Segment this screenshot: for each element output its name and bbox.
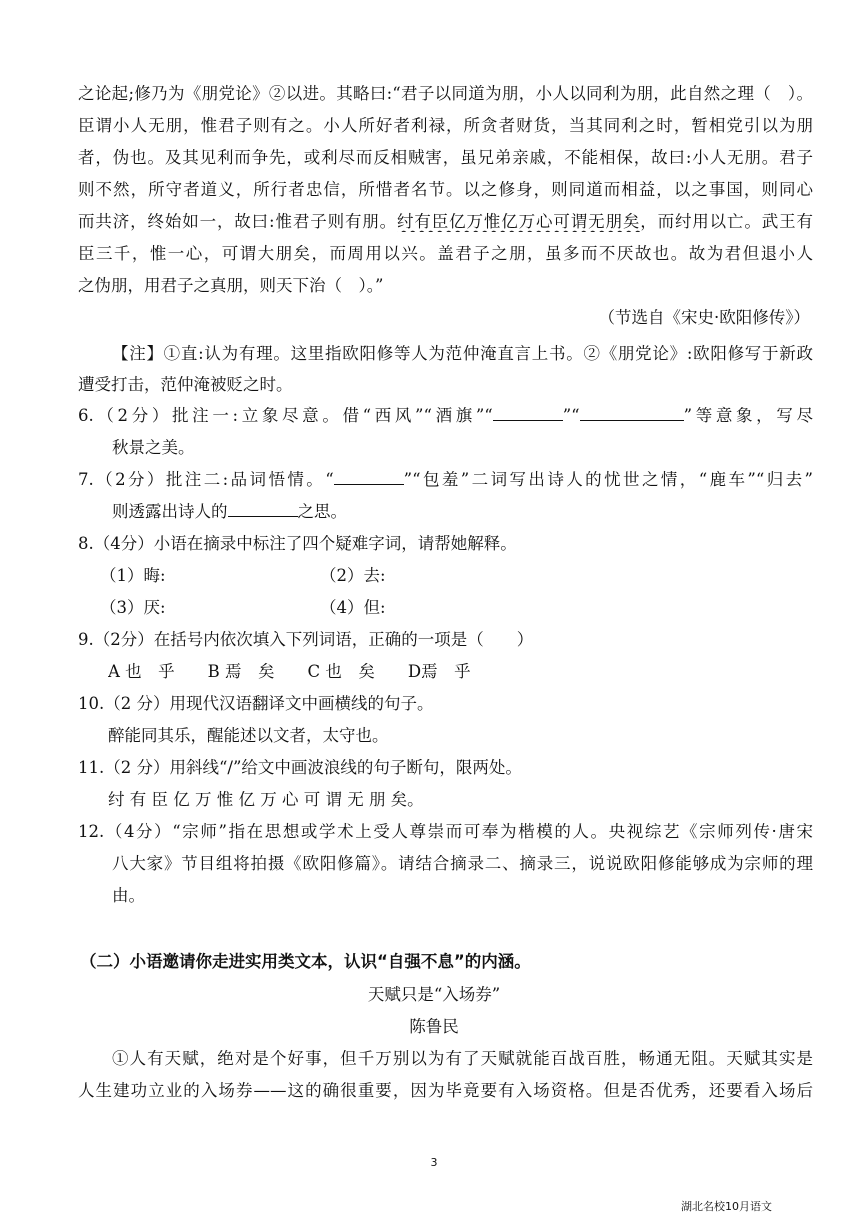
q7-line-2: 则透露出诗人的 之思。 [112,502,347,521]
page-number: 3 [430,1156,438,1169]
q7-blank-1[interactable] [334,470,404,485]
q8-item-1: （1）晦: [100,566,166,585]
article-title: 天赋只是“入场券” [367,985,501,1004]
q8-stem: 8.（4分）小语在摘录中标注了四个疑难字词，请帮她解释。 [78,534,517,553]
dotted-word-dan: 但 [742,244,761,263]
q6-blank-2[interactable] [580,406,684,421]
q9-stem: 9.（2分）在括号内依次填入下列词语，正确的一项是（ ） [78,630,534,649]
q12-line-3: 由。 [112,886,145,905]
q7-blank-2[interactable] [228,502,298,517]
q12-line-1: 12.（4分）“宗师”指在思想或学术上受人尊崇而可奉为楷模的人。央视综艺《宗师列传·唐宋 [78,822,813,841]
article-para-1-line-1: ①人有天赋，绝对是个好事，但千万别以为有了天赋就能百战百胜，畅通无阻。天赋其实是 [112,1049,813,1068]
q12-line-2: 八大家》节目组将拍摄《欧阳修篇》。请结合摘录二、摘录三，说说欧阳修能够成为宗师的理 [112,854,813,873]
passage-line-7: 之伪朋，用君子之真朋，则天下治（ ）。” [78,276,384,295]
q10-stem: 10.（2 分）用现代汉语翻译文中画横线的句子。 [78,694,434,713]
q8-item-3: （3）厌: [100,598,166,617]
note-line-1: 【注】①直:认为有理。这里指欧阳修等人为范仲淹直言上书。②《朋党论》:欧阳修写于新政 [112,344,813,363]
footer-label: 湖北名校10月语文 [681,1200,772,1213]
passage-line-1: 之论起;修乃为《朋党论》②以进。其略曰:“君子以同道为朋，小人以同利为朋，此自然之理（ ）。 [78,84,813,103]
article-para-1-line-2: 人生建功立业的入场券——这的确很重要，因为毕竟要有入场资格。但是否优秀，还要看入场后 [78,1081,813,1100]
q11-stem: 11.（2 分）用斜线“/”给文中画波浪线的句子断句，限两处。 [78,758,522,777]
q11-sentence: 纣 有 臣 亿 万 惟 亿 万 心 可 谓 无 朋 矣。 [108,790,424,809]
passage-line-6: 臣三千，惟一心，可谓大朋矣，而周用以兴。盖君子之朋，虽多而不厌故也。故为君但退小人 [78,244,813,263]
passage-line-5: 而共济，终始如一，故曰:惟君子则有朋。纣有臣亿万惟亿万心可谓无朋矣，而纣用以亡。武王有 [78,212,813,231]
q8-item-2: （2）去: [320,566,386,585]
passage-line-4: 则不然，所守者道义，所行者忠信，所惜者名节。以之修身，则同道而相益，以之事国，则同心 [78,180,813,199]
note-line-2: 遭受打击，范仲淹被贬之时。 [78,375,293,394]
q7-line-1: 7.（2分）批注二:品词悟情。“ ”“包羞”二词写出诗人的忧世之情，“鹿车”“归去” [78,470,813,489]
passage-line-3: 者，伪也。及其见利而争先，或利尽而反相贼害，虽兄弟亲戚，不能相保，故曰:小人无朋。君子 [78,148,813,167]
q9-options: A 也 乎 B 焉 矣 C 也 矣 D焉 乎 [108,662,471,681]
q8-item-4: （4）但: [320,598,386,617]
q6-blank-1[interactable] [493,406,563,421]
wavy-underlined-sentence: 纣有臣亿万惟亿万心可谓无朋矣 [397,212,641,231]
q10-sentence: 醉能同其乐，醒能述以文者，太守也。 [108,726,389,745]
section-2-heading: （二）小语邀请你走进实用类文本，认识“自强不息”的内涵。 [80,952,531,971]
passage-line-2: 臣谓小人无朋，惟君子则有之。小人所好者利禄，所贪者财货，当其同利之时，暂相党引以为朋 [78,116,813,135]
q6-line-1: 6.（2分）批注一:立象尽意。借“西风”“酒旗”“ ”“ ”等意象，写尽 [78,406,813,425]
dotted-word-yan: 厌 [616,244,635,263]
q6-line-2: 秋景之美。 [112,438,195,457]
article-author: 陈鲁民 [409,1017,459,1036]
passage-source: （节选自《宋史·欧阳修传》） [598,308,810,327]
